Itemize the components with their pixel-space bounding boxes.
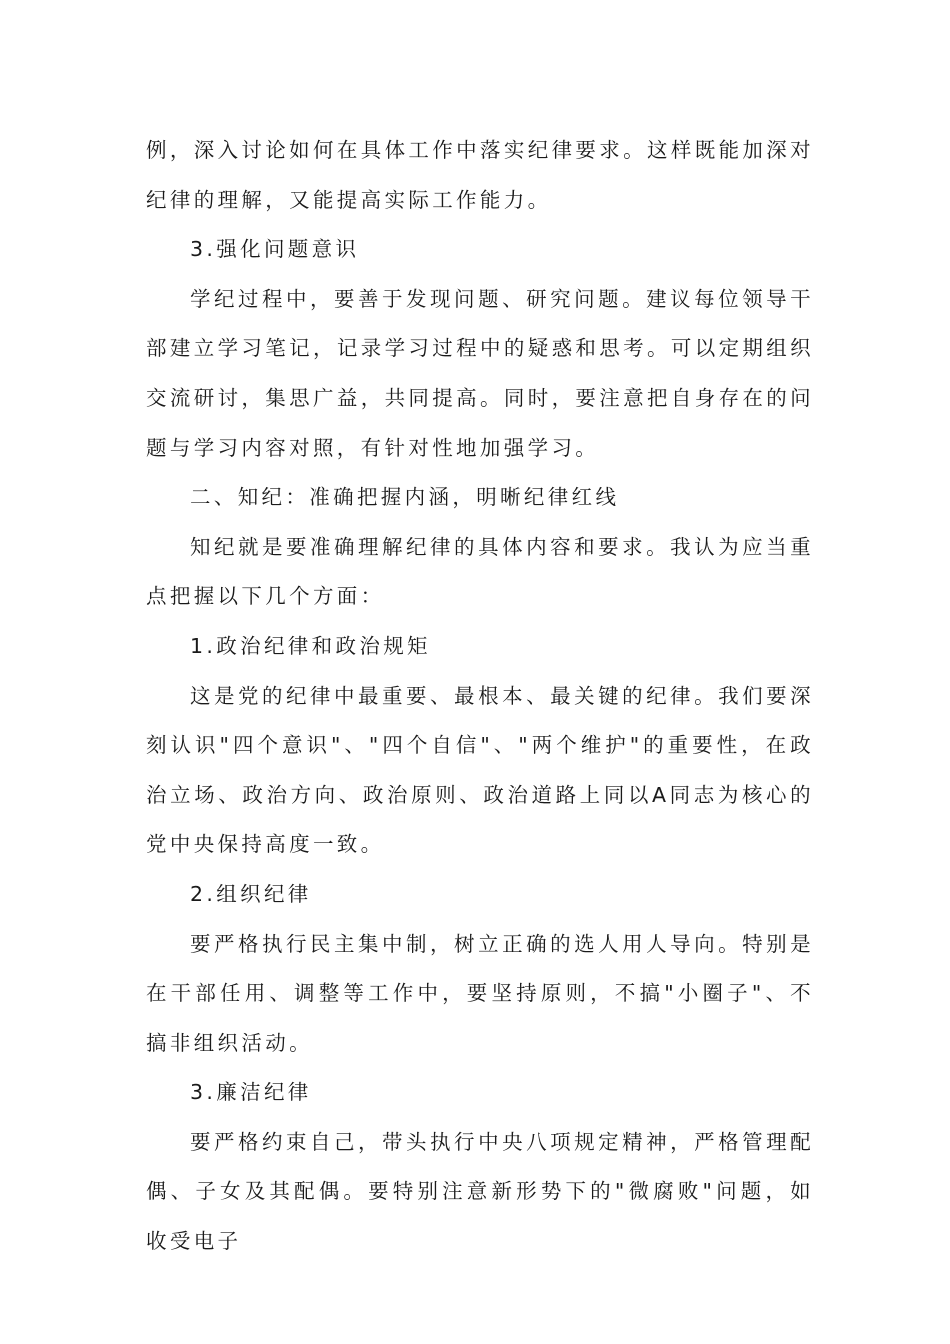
paragraph-integrity-discipline: 要严格约束自己，带头执行中央八项规定精神，严格管理配偶、子女及其配偶。要特别注意新形势下的"微腐败"问题，如收受电子 bbox=[146, 1129, 814, 1254]
paragraph-political-discipline: 这是党的纪律中最重要、最根本、最关键的纪律。我们要深刻认识"四个意识"、"四个自信"、"两个维护"的重要性，在政治立场、政治方向、政治原则、政治道路上同以A同志为核心的党中央保持高度一致。 bbox=[146, 683, 814, 857]
document-body bbox=[146, 126, 814, 1267]
chapter-heading-know-discipline: 二、知纪：准确把握内涵，明晰纪律红线 bbox=[190, 485, 620, 510]
paragraph-problem-awareness: 学纪过程中，要善于发现问题、研究问题。建议每位领导干部建立学习笔记，记录学习过程中的疑惑和思考。可以定期组织交流研讨，集思广益，共同提高。同时，要注意把自身存在的问题与学习内容对照，有针对性地加强学习。 bbox=[146, 286, 814, 460]
paragraph-organizational-discipline: 要严格执行民主集中制，树立正确的选人用人导向。特别是在干部任用、调整等工作中，要坚持原则，不搞"小圈子"、不搞非组织活动。 bbox=[146, 931, 814, 1055]
section-heading-problem-awareness: 3.强化问题意识 bbox=[190, 237, 360, 262]
paragraph-continued: 例，深入讨论如何在具体工作中落实纪律要求。这样既能加深对纪律的理解，又能提高实际工作能力。 bbox=[146, 138, 814, 212]
paragraph-know-discipline-intro: 知纪就是要准确理解纪律的具体内容和要求。我认为应当重点把握以下几个方面： bbox=[146, 534, 814, 609]
section-heading-integrity-discipline: 3.廉洁纪律 bbox=[190, 1080, 312, 1105]
section-heading-organizational-discipline: 2.组织纪律 bbox=[190, 881, 312, 906]
section-heading-political-discipline: 1.政治纪律和政治规矩 bbox=[190, 633, 431, 658]
